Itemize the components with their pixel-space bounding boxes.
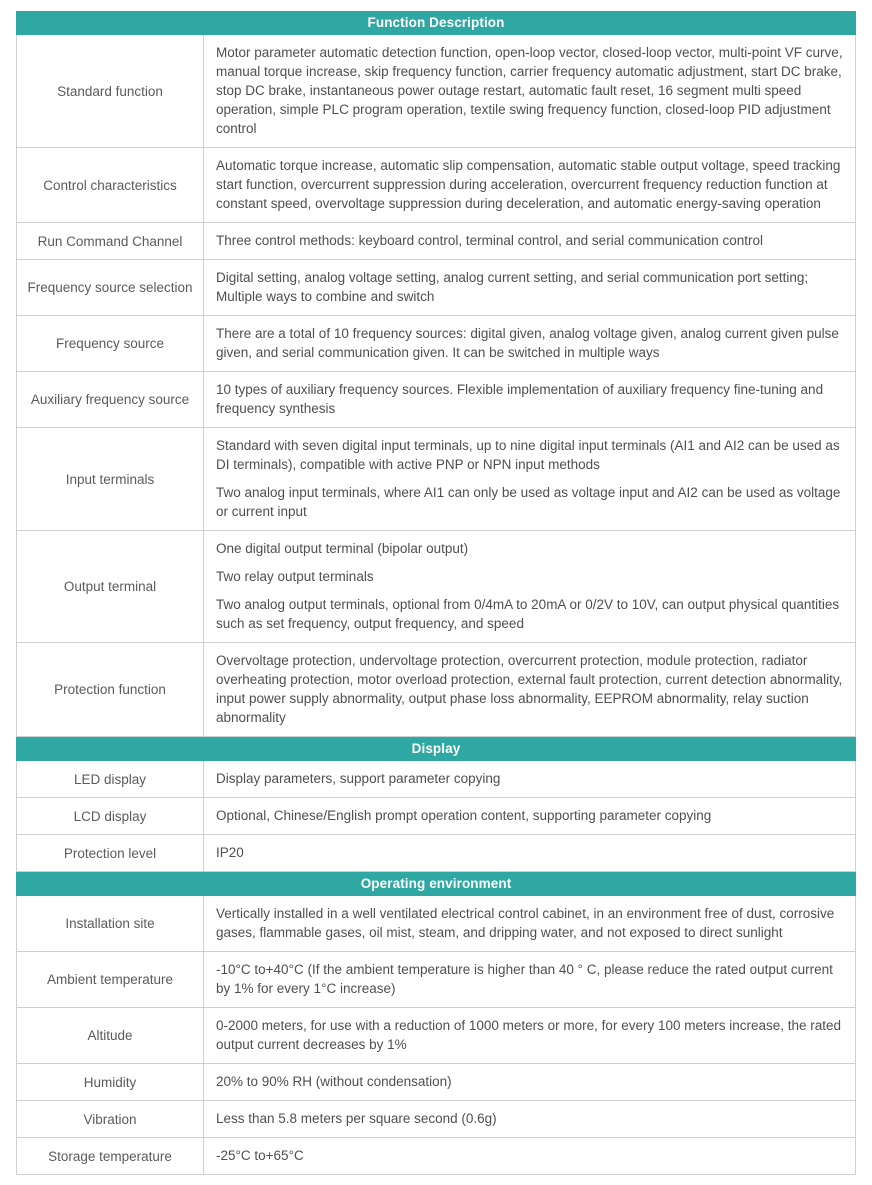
table-row xyxy=(16,148,856,223)
row-label: Input terminals xyxy=(65,471,155,487)
row-paragraph: IP20 xyxy=(216,845,244,860)
row-label-cell xyxy=(17,896,204,951)
row-paragraph: Digital setting, analog voltage setting, analog current setting, and serial communication port setting; Multiple ways to combine and switch xyxy=(216,270,809,304)
table-row xyxy=(16,223,856,260)
row-content-cell xyxy=(204,372,855,427)
row-paragraph: -25°C to+65°C xyxy=(216,1148,304,1163)
table-row xyxy=(16,952,856,1008)
table-row xyxy=(16,896,856,952)
row-label-cell xyxy=(17,372,204,427)
row-label-cell xyxy=(17,643,204,736)
row-content-cell xyxy=(204,1138,855,1174)
row-label: Vibration xyxy=(83,1111,137,1127)
row-label-cell xyxy=(17,35,204,147)
row-label: Ambient temperature xyxy=(46,972,174,987)
row-paragraph: Two relay output terminals xyxy=(216,569,374,584)
row-label-cell xyxy=(17,835,204,871)
row-label: Installation site xyxy=(65,916,155,931)
row-label-cell xyxy=(17,1101,204,1137)
row-label: Run Command Channel xyxy=(37,233,183,249)
row-label-cell xyxy=(17,761,204,797)
row-paragraph: -10°C to+40°C (If the ambient temperature is higher than 40 ° C, please reduce the rated output current by 1% for every 1°C increase) xyxy=(216,962,833,996)
row-content-cell xyxy=(204,531,855,642)
row-content-cell xyxy=(204,761,855,797)
row-content-cell xyxy=(204,798,855,834)
row-label-cell xyxy=(17,1138,204,1174)
row-label-cell xyxy=(17,952,204,1007)
row-content-cell xyxy=(204,952,855,1007)
row-label-cell xyxy=(17,223,204,259)
section-header xyxy=(16,737,856,761)
row-content-cell xyxy=(204,35,855,147)
row-paragraph: Less than 5.8 meters per square second (0.6g) xyxy=(216,1111,497,1126)
row-label: LCD display xyxy=(73,808,147,824)
section-title: Function Description xyxy=(367,15,505,30)
row-label: Storage temperature xyxy=(48,1148,172,1164)
row-paragraph: Standard with seven digital input terminals, up to nine digital input terminals (AI1 and AI2 can be used as DI terminals), compatible with active PNP or NPN input methods xyxy=(216,438,840,472)
row-content-cell xyxy=(204,1101,855,1137)
row-label-cell xyxy=(17,148,204,222)
section-title: Operating environment xyxy=(360,876,512,891)
row-paragraph: Overvoltage protection, undervoltage protection, overcurrent protection, module protection, radiator overheating protection, motor overload protection, external fault protection, current detection abnormality, input power supply abnormality, output phase loss abnormality, EEPROM abnormality, relay suction abnormality xyxy=(216,653,843,725)
row-label: Humidity xyxy=(83,1074,137,1090)
table-row xyxy=(16,1064,856,1101)
row-label: Protection level xyxy=(63,845,157,861)
table-row xyxy=(16,316,856,372)
row-label-cell xyxy=(17,798,204,834)
section-title: Display xyxy=(411,741,461,756)
table-row xyxy=(16,643,856,737)
row-content-cell xyxy=(204,643,855,736)
row-label-cell xyxy=(17,316,204,371)
table-row xyxy=(16,428,856,531)
table-row xyxy=(16,35,856,148)
row-paragraph: There are a total of 10 frequency sources: digital given, analog voltage given, analog current given pulse given, and serial communication given. It can be switched in multiple ways xyxy=(216,326,839,360)
row-label: Frequency source selection xyxy=(27,280,193,295)
row-label-cell xyxy=(17,531,204,642)
row-paragraph: Two analog output terminals, optional from 0/4mA to 20mA or 0/2V to 10V, can output physical quantities such as set frequency, output frequency, and speed xyxy=(216,597,840,631)
table-row xyxy=(16,531,856,643)
row-label: Protection function xyxy=(54,682,166,697)
row-paragraph: Motor parameter automatic detection function, open-loop vector, closed-loop vector, multi-point VF curve, manual torque increase, skip frequency function, carrier frequency automatic adjustment, start DC brake, stop DC brake, instantaneous power outage restart, automatic fault reset, 16 segment multi speed operation, simple PLC program operation, textile swing frequency function, closed-loop PID adjustment control xyxy=(216,45,843,136)
spec-table xyxy=(16,11,856,1175)
row-paragraph: Two analog input terminals, where AI1 can only be used as voltage input and AI2 can be used as voltage or current input xyxy=(216,485,841,519)
row-label-cell xyxy=(17,1064,204,1100)
row-content-cell xyxy=(204,896,855,951)
table-row xyxy=(16,798,856,835)
section-header xyxy=(16,872,856,896)
row-paragraph: Vertically installed in a well ventilated electrical control cabinet, in an environment free of dust, corrosive gases, flammable gases, oil mist, steam, and dripping water, and not exposed to direct sunlight xyxy=(216,906,835,940)
row-content-cell xyxy=(204,835,855,871)
row-paragraph: Automatic torque increase, automatic slip compensation, automatic stable output voltage, speed tracking start function, overcurrent suppression during acceleration, overcurrent frequency reduction function at constant speed, overvoltage suppression during deceleration, and automatic energy-saving operation xyxy=(216,158,841,211)
row-paragraph: 10 types of auxiliary frequency sources. Flexible implementation of auxiliary frequency fine-tuning and frequency synthesis xyxy=(216,382,824,416)
table-row xyxy=(16,260,856,316)
row-paragraph: Display parameters, support parameter copying xyxy=(216,771,501,786)
table-row xyxy=(16,1138,856,1175)
table-row xyxy=(16,761,856,798)
row-label-cell xyxy=(17,1008,204,1063)
row-label-cell xyxy=(17,428,204,530)
row-label: Auxiliary frequency source xyxy=(30,392,190,407)
table-row xyxy=(16,372,856,428)
row-content-cell xyxy=(204,148,855,222)
row-content-cell xyxy=(204,260,855,315)
row-label: Altitude xyxy=(87,1028,133,1043)
row-content-cell xyxy=(204,316,855,371)
row-label: LED display xyxy=(73,771,147,787)
row-content-cell xyxy=(204,223,855,259)
row-content-cell xyxy=(204,1008,855,1063)
row-label: Output terminal xyxy=(63,579,157,594)
row-paragraph: 0-2000 meters, for use with a reduction of 1000 meters or more, for every 100 meters increase, the rated output current decreases by 1% xyxy=(216,1018,842,1052)
table-row xyxy=(16,1008,856,1064)
row-paragraph: One digital output terminal (bipolar output) xyxy=(216,541,469,556)
row-content-cell xyxy=(204,428,855,530)
table-row xyxy=(16,1101,856,1138)
table-row xyxy=(16,835,856,872)
row-paragraph: Three control methods: keyboard control, terminal control, and serial communication control xyxy=(216,233,764,248)
row-paragraph: Optional, Chinese/English prompt operation content, supporting parameter copying xyxy=(216,808,712,823)
row-label: Frequency source xyxy=(55,336,165,351)
row-label: Control characteristics xyxy=(43,177,177,193)
row-content-cell xyxy=(204,1064,855,1100)
row-paragraph: 20% to 90% RH (without condensation) xyxy=(216,1074,452,1089)
row-label: Standard function xyxy=(57,83,163,99)
section-header xyxy=(16,11,856,35)
row-label-cell xyxy=(17,260,204,315)
